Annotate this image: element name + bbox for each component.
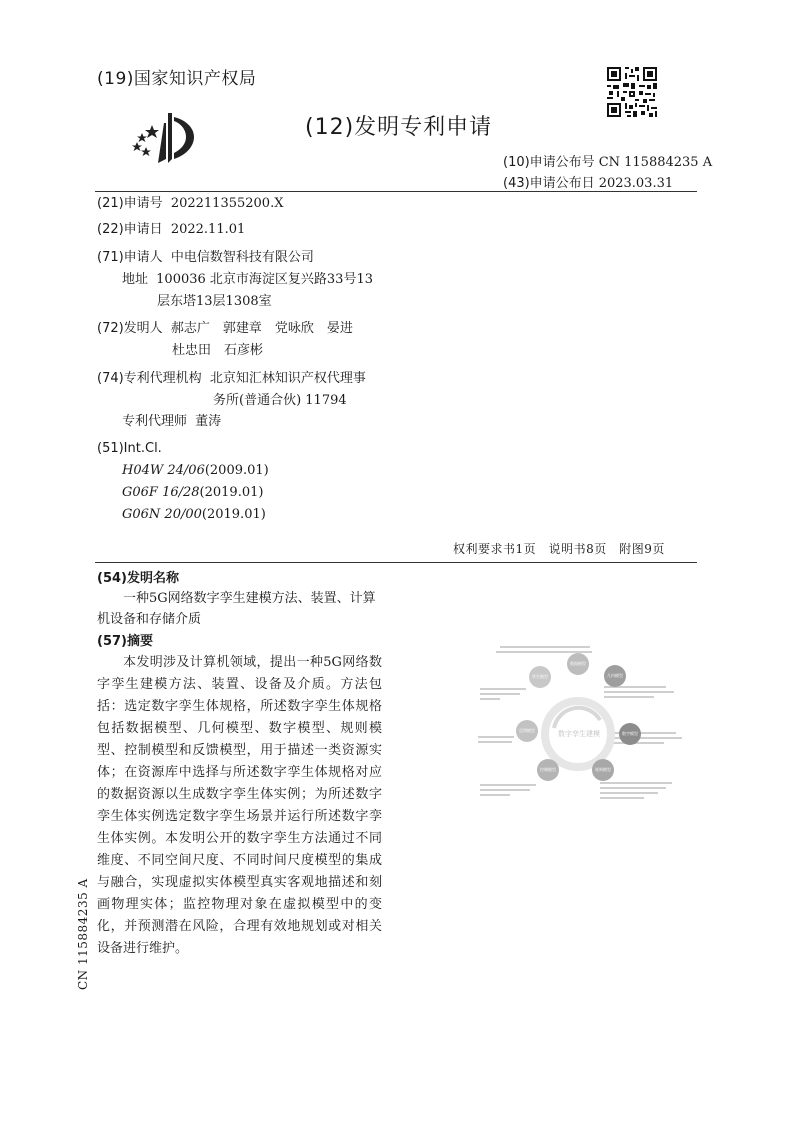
address-line-2: 层东塔13层1308室: [157, 294, 272, 309]
address-line-1: 100036 北京市海淀区复兴路33号13: [156, 272, 373, 287]
pub-date: 2023.03.31: [598, 176, 674, 191]
app-date: 2022.11.01: [170, 222, 246, 237]
title-section-label: (54)发明名称: [97, 571, 179, 586]
agency-line-2: 务所(普通合伙) 11794: [213, 393, 347, 408]
diagram-node: [619, 723, 641, 745]
ipc-code: G06F 16/28: [122, 485, 200, 500]
address-label: 地址: [122, 272, 149, 287]
ipc-code: G06N 20/00: [122, 507, 202, 522]
app-no: 202211355200.X: [170, 196, 284, 211]
ipc-row: [122, 504, 266, 526]
svg-text:数据模型: 数据模型: [570, 661, 586, 666]
application-date-row: [97, 219, 245, 241]
inventors-line-2: 杜忠田 石彦彬: [172, 343, 264, 358]
diagram-node: [604, 665, 626, 687]
ipc-date: (2019.01): [199, 485, 264, 500]
header-divider: [95, 191, 697, 192]
ipc-row: [122, 482, 263, 504]
side-publication-number: [74, 880, 94, 1010]
svg-text:几何模型: 几何模型: [607, 673, 623, 678]
diagram-node: [592, 759, 614, 781]
intcl-label: (51)Int.Cl.: [97, 441, 162, 456]
pub-number-label: (10)申请公布号: [503, 155, 595, 170]
diagram-node: [529, 666, 551, 688]
applicant-row: [97, 247, 314, 269]
agent-row: [122, 411, 221, 433]
invention-title: 一种5G网络数字孪生建模方法、装置、计算机设备和存储介质: [97, 591, 376, 627]
app-no-label: (21)申请号: [97, 196, 163, 211]
svg-text:规则模型: 规则模型: [595, 767, 611, 772]
svg-text:数字模型: 数字模型: [622, 731, 638, 736]
ipc-row: [122, 460, 269, 482]
application-number-row: [97, 193, 283, 215]
applicant: 中电信数智科技有限公司: [170, 250, 314, 265]
diagram-node: [537, 759, 559, 781]
qr-code-icon: [607, 67, 657, 117]
side-text: CN 115884235 A: [76, 878, 90, 990]
ipc-date: (2019.01): [201, 507, 266, 522]
agency-row: [97, 368, 366, 390]
center-label: 数字孪生建模: [558, 730, 600, 738]
address-row: [122, 269, 373, 291]
app-date-label: (22)申请日: [97, 222, 163, 237]
document-type: (12)发明专利申请: [305, 115, 493, 140]
svg-text:控制模型: 控制模型: [540, 767, 556, 772]
abstract-section-label: (57)摘要: [97, 634, 153, 649]
section-divider: [95, 562, 697, 563]
diagram-node: [567, 653, 589, 675]
cnipa-emblem-icon: [128, 107, 208, 167]
abstract-figure: [470, 632, 696, 818]
svg-text:孪生模型: 孪生模型: [532, 674, 548, 679]
inventors-line-1: 郝志广 郭建章 党咏欣 晏进: [170, 321, 353, 336]
inventors-row: [97, 318, 353, 340]
agency-line-1: 北京知汇林知识产权代理事: [209, 371, 366, 386]
svg-text:反馈模型: 反馈模型: [519, 728, 535, 733]
pages-info: 权利要求书1页 说明书8页 附图9页: [453, 542, 665, 556]
ipc-code: H04W 24/06: [122, 463, 205, 478]
pub-number: CN 115884235 A: [598, 155, 713, 170]
agency-label: (74)专利代理机构: [97, 371, 202, 386]
office-name: (19)国家知识产权局: [97, 69, 257, 89]
diagram-node: [516, 720, 538, 742]
pub-date-label: (43)申请公布日: [503, 176, 595, 191]
agent-label: 专利代理师: [122, 414, 188, 429]
ipc-date: (2009.01): [204, 463, 269, 478]
applicant-label: (71)申请人: [97, 250, 163, 265]
publication-date-line: [503, 172, 673, 191]
inventors-label: (72)发明人: [97, 321, 163, 336]
abstract-text: 本发明涉及计算机领域，提出一种5G网络数字孪生建模方法、装置、设备及介质。方法包括：选定数字孪生体规格，所述数字孪生体规格包括数据模型、几何模型、数字模型、规则模型、控制模型和反馈模型，用于描述一类资源实体；在资源库中选择与所述数字孪生体规格对应的数据资源以生成数字孪生体实例；为所述数字孪生体实例选定数字孪生场景并运行所述数字孪生体实例。本发明公开的数字孪生方法通过不同维度、不同空间尺度、不同时间尺度模型的集成与融合，实现虚拟实体模型真实客观地描述和刻画物理实体；监控物理对象在虚拟模型中的变化，并预测潜在风险，合理有效地规划或对相关设备进行维护。: [97, 655, 382, 956]
agent: 董涛: [195, 414, 222, 429]
publication-number-line: [503, 151, 712, 170]
